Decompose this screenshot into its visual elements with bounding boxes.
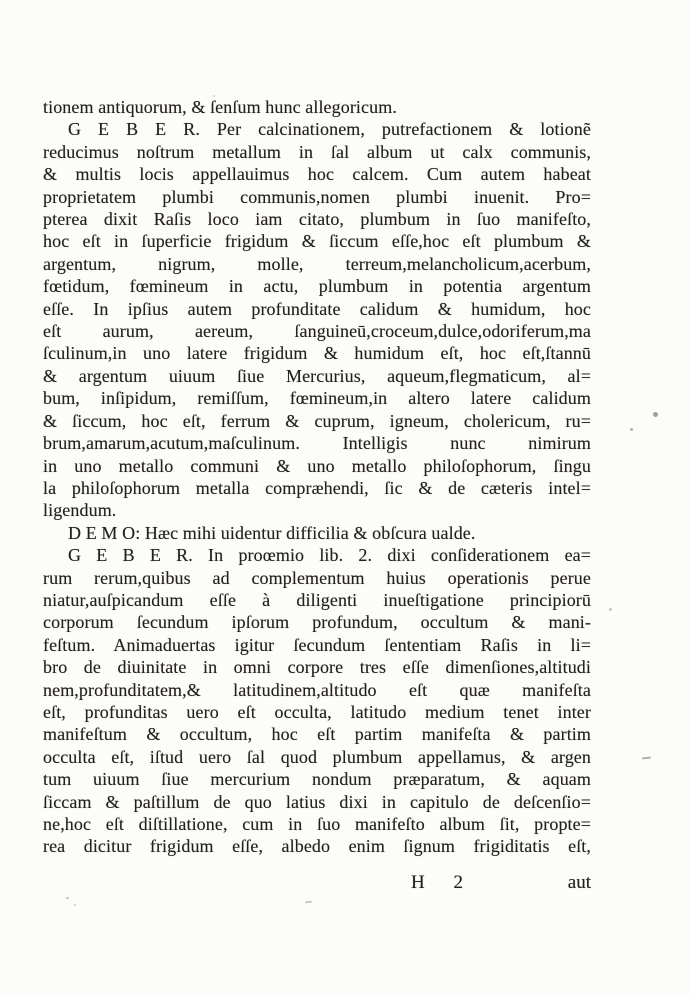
text-block: [43, 96, 591, 858]
text-line: G E B E R. Per calcinationem, putrefactionem & lotionẽ: [68, 119, 591, 140]
text-line: brum,amarum,acutum,maſculinum. Intelligis nunc nimirum: [43, 433, 591, 454]
text-line: bro de diuinitate in omni corpore tres eſſe dimenſiones,altitudi: [43, 657, 591, 678]
text-line: ligendum.: [43, 500, 117, 521]
text-line: occulta eſt, iſtud uero ſal quod plumbum appellamus, & argen: [43, 746, 591, 767]
text-line: reducimus noſtrum metallum in ſal album ut calx communis,: [43, 141, 591, 162]
text-line: rum rerum,quibus ad complementum huius operationis perue: [43, 567, 591, 588]
text-line: argentum, nigrum, molle, terreum,melancholicum,acerbum,: [43, 253, 591, 274]
ink-speck: [609, 608, 612, 611]
ink-smudge: [305, 901, 312, 904]
ink-speck: [66, 897, 69, 899]
text-line: la philoſophorum metalla compræhendi, ſic & de cæteris intel=: [43, 477, 591, 498]
text-line: nem,profunditatem,& latitudinem,altitudo eſt quæ manifeſta: [43, 679, 591, 700]
text-line: feſtum. Animaduertas igitur ſecundum ſententiam Raſis in li=: [43, 634, 591, 655]
catchword: aut: [567, 872, 591, 893]
ink-speck: [74, 904, 76, 906]
text-line: proprietatem plumbi communis,nomen plumbi inuenit. Pro=: [43, 186, 591, 207]
text-line: ſiccam & paſtillum de quo latius dixi in capitulo de deſcenſio=: [43, 791, 591, 812]
text-line: rea dicitur frigidum eſſe, albedo enim ſignum frigiditatis eſt,: [43, 836, 591, 857]
text-line: tum uiuum ſiue mercurium nondum præparatum, & aquam: [43, 769, 591, 790]
text-line: in uno metallo communi & uno metallo philoſophorum, ſingu: [43, 455, 591, 476]
text-line: & ſiccum, hoc eſt, ferrum & cuprum, igneum, cholericum, ru=: [43, 410, 591, 431]
text-line: & argentum uiuum ſiue Mercurius, aqueum,flegmaticum, al=: [43, 365, 591, 386]
text-line: eſt, profunditas uero eſt occulta, latitudo medium tenet inter: [43, 701, 591, 722]
text-line: hoc eſt in ſuperficie frigidum & ſiccum eſſe,hoc eſt plumbum &: [43, 231, 591, 252]
text-line: tionem antiquorum, & ſenſum hunc allegoricum.: [43, 97, 397, 117]
ink-speck: [653, 412, 658, 417]
text-line: corporum ſecundum ipſorum profundum, occultum & mani-: [43, 612, 591, 633]
ink-speck: [213, 95, 215, 97]
text-line: manifeſtum & occultum, hoc eſt partim manifeſta & partim: [43, 724, 591, 745]
text-line: G E B E R. In proœmio lib. 2. dixi conſiderationem ea=: [68, 545, 591, 566]
text-line: pterea dixit Raſis loco iam citato, plumbum in ſuo manifeſto,: [43, 209, 591, 230]
text-line: ne,hoc eſt diſtillatione, cum in ſuo manifeſto album ſit, propte=: [43, 814, 591, 834]
text-line: eſſe. In ipſius autem profunditate calidum & humidum, hoc: [43, 298, 591, 319]
text-line: ſculinum,in uno latere frigidum & humidum eſt, hoc eſt,ſtannū: [43, 343, 591, 364]
text-line: bum, inſipidum, remiſſum, fœmineum,in altero latere calidum: [43, 388, 591, 409]
text-line: & multis locis appellauimus hoc calcem. Cum autem habeat: [43, 164, 591, 185]
gathering-signature: H 2: [411, 872, 463, 893]
ink-speck: [630, 428, 633, 431]
text-line: niatur,auſpicandum eſſe à diligenti inueſtigatione principiorū: [43, 589, 591, 610]
text-line: eſt aurum, aereum, ſanguineū,croceum,dulce,odoriferum,ma: [43, 321, 591, 342]
text-line: D E M O: Hæc mihi uidentur difficilia & obſcura ualde.: [68, 522, 476, 543]
page-footer: [43, 872, 591, 898]
ink-smudge: [642, 757, 651, 760]
text-line: fœtidum, fœmineum in actu, plumbum in potentia argentum: [43, 276, 591, 297]
